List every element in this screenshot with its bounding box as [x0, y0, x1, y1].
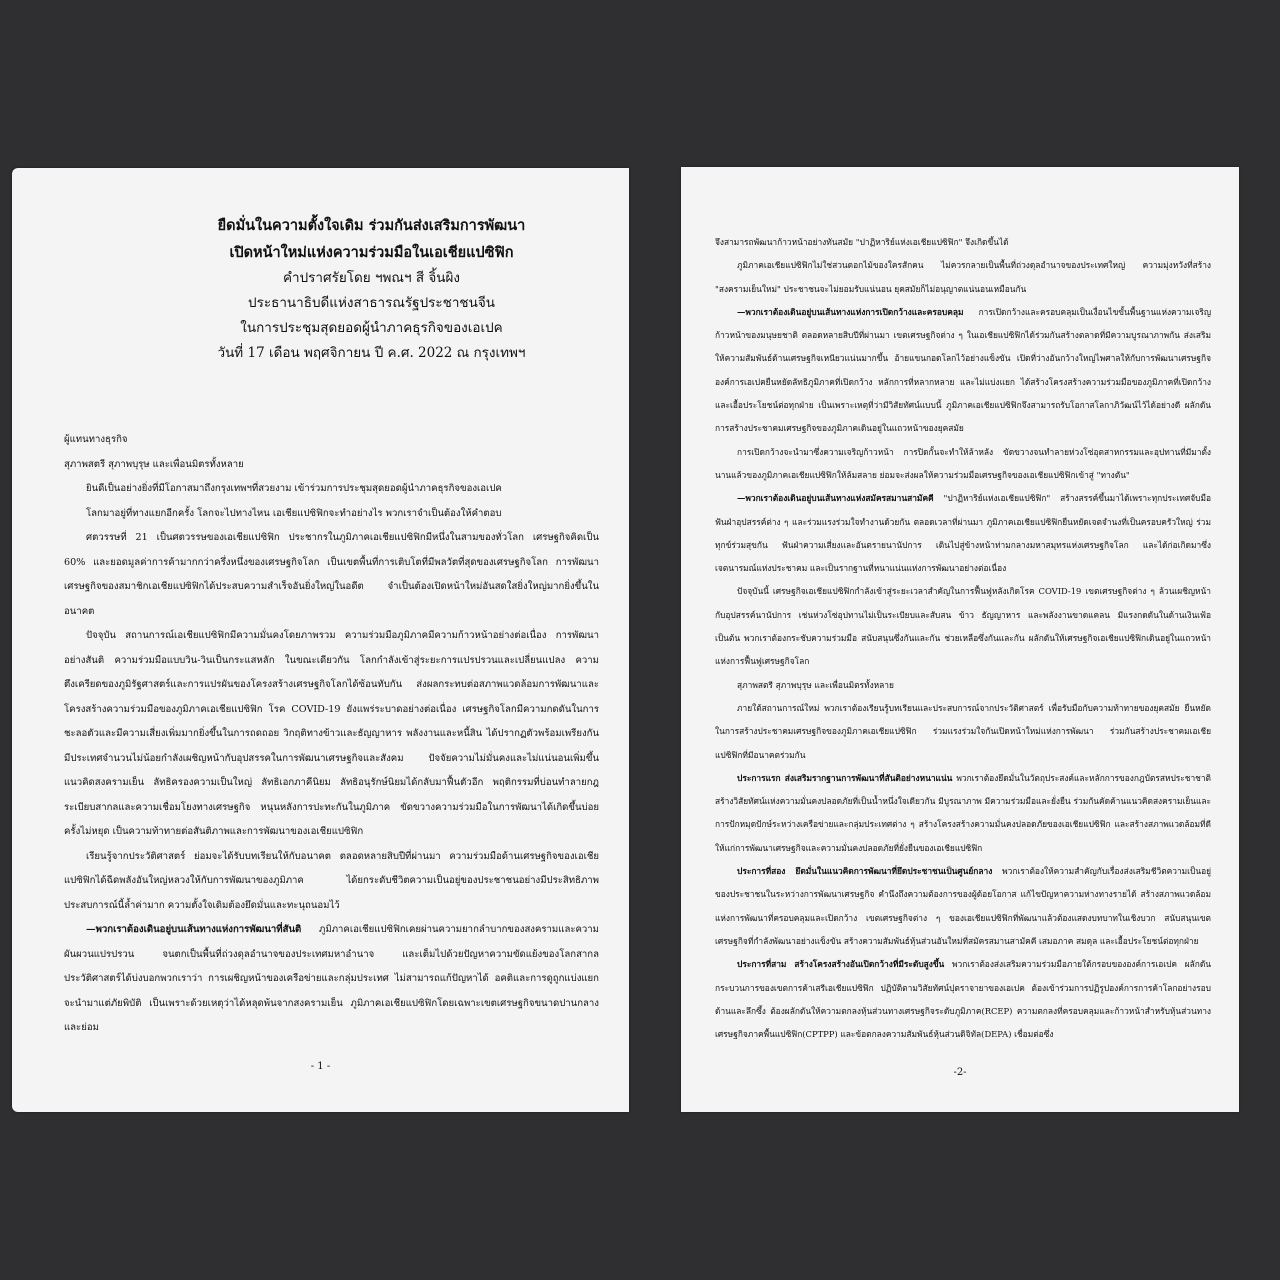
- date-line: วันที่ 17 เดือน พฤศจิกายน ปี ค.ศ. 2022 ณ กรุงเทพฯ: [217, 345, 526, 361]
- paragraph: ศตวรรษที่ 21 เป็นศตวรรษของเอเชียแปซิฟิก ประชากรในภูมิภาคเอเชียแปซิฟิกมีหนึ่งในสามของทั่วโลก เศรษฐกิจคิดเป็น 60% และยอดมูลค่าการค้ามากกว่าครึ่งหนึ่งของเศรษฐกิจโลก เป็นเขตพื้นที่การเติบโตที่มีพลวัตที่สุดของเศรษฐกิจโลก การพัฒนาเศรษฐกิจของสมาชิกเอเชียแปซิฟิกได้ประสบความสำเร็จอันยิ่งใหญ่ในอดีต จำเป็นต้องเปิดหน้าใหม่อันสดใสยิ่งใหญ่มากยิ่งขึ้นในอนาคต: [64, 532, 599, 617]
- paragraph: การเปิดกว้างจะนำมาซึ่งความเจริญก้าวหน้า การปิดกั้นจะทำให้ล้าหลัง ขัดขวางจนทำลายห่วงโซ่อุตสาหกรรมและอุปทานที่มีมาตั้งนานแล้วของภูมิภาคเอเชียแปซิฟิกให้ล้มสลาย ย่อมจะส่งผลให้ความร่วมมือเศรษฐกิจของเอเชียแปซิฟิกเข้าสู่ "ทางตัน": [715, 446, 1211, 480]
- speaker-line: คำปราศรัยโดย ฯพณฯ สี จิ้นผิง: [282, 270, 460, 286]
- salutation: สุภาพสตรี สุภาพบุรุษ และเพื่อนมิตรทั้งหลาย: [737, 679, 894, 690]
- page-number: - 1 -: [310, 1061, 331, 1072]
- paragraph-heading: ประการแรก ส่งเสริมรากฐานการพัฒนาที่สันติอย่างหนาแน่น: [737, 772, 953, 783]
- paragraph-heading: ประการที่สาม สร้างโครงสร้างอันเปิดกว้างที่มีระดับสูงขึ้น: [737, 959, 945, 970]
- paragraph-text: พวกเราต้องส่งเสริมความร่วมมือภายใต้กรอบขององค์การเอเปค ผลักดันกระบวนการของเขตการค้าเสรีเอเชียแปซิฟิก ปฏิบัติตามวิสัยทัศน์ปุตราจายาของเอเปค ต้องเข้าร่วมการปฏิรูปองค์การการค้าโลกอย่างรอบด้านและลึกซึ้ง ต้องผลักดันให้ความตกลงหุ้นส่วนทางเศรษฐกิจระดับภูมิภาค(RCEP) ความตกลงที่ครอบคลุมและก้าวหน้าสำหรับหุ้นส่วนทางเศรษฐกิจภาคพื้นแปซิฟิก(CPTPP) และข้อตกลงความสัมพันธ์หุ้นส่วนดิจิทัล(DEPA) เชื่อมต่อซึ่ง: [715, 959, 1211, 1040]
- paragraph-heading: —พวกเราต้องเดินอยู่บนเส้นทางแห่งการเปิดกว้างและครอบคลุม: [737, 306, 964, 317]
- paragraph-text: การเปิดกว้างและครอบคลุมเป็นเงื่อนไขขั้นพื้นฐานแห่งความเจริญก้าวหน้าของมนุษยชาติ ตลอดหลายสิบปีที่ผ่านมา เขตเศรษฐกิจต่าง ๆ ในเอเชียแปซิฟิกได้ร่วมกันสร้างตลาดที่มีความบูรณาภาพกัน ส่งเสริมให้ความสัมพันธ์ด้านเศรษฐกิจเหนียวแน่นมากขึ้น อ้ายแขนกอดโลกไว้อย่างแข็งขัน เปิดที่ว่างอันกว้างใหญ่ไพศาลให้กับการพัฒนาเศรษฐกิจ องค์การเอเปคยืนหยัดลัทธิภูมิภาคที่เปิดกว้าง หลักการที่หลากหลาย และไม่แบ่งแยก ได้สร้างโครงสร้างความร่วมมือของภูมิภาคที่เปิดกว้างและเอื้อประโยชน์ต่อทุกฝ่าย เป็นเพราะเหตุที่ว่ามีวิสัยทัศน์แบบนี้ ภูมิภาคเอเชียแปซิฟิกจึงสามารถรับโอกาสโลกาภิวัฒน์ไว้ได้อย่างดี ผลักดันการสร้างประชาคมเศรษฐกิจของภูมิภาคเดินอยู่ในแถวหน้าของยุคสมัย: [715, 306, 1211, 434]
- paragraph: ยินดีเป็นอย่างยิ่งที่มีโอกาสมาถึงกรุงเทพฯที่สวยงาม เข้าร่วมการประชุมสุดยอดผู้นำภาคธุรกิจของเอเปค: [86, 483, 502, 494]
- paragraph: ภูมิภาคเอเชียแปซิฟิกไม่ใช่สวนดอกไม้ของใครสักคน ไม่ควรกลายเป็นพื้นที่ถ่วงดุลอำนาจของประเทศใหญ่ ความมุ่งหวังที่สร้าง "สงครามเย็นใหม่" ประชาชนจะไม่ยอมรับแน่นอน ยุคสมัยก็ไม่อนุญาตแน่นอนเหมือนกัน: [715, 260, 1211, 294]
- paragraph: [715, 301, 1211, 441]
- paragraph-heading: —พวกเราต้องเดินอยู่บนเส้นทางแห่งสมัครสมานสามัคคี: [737, 493, 934, 504]
- paragraph: โลกมาอยู่ที่ทางแยกอีกครั้ง โลกจะไปทางไหน เอเชียแปซิฟิกจะทำอย่างไร พวกเราจำเป็นต้องให้คำตอบ: [86, 507, 502, 519]
- paragraph: เรียนรู้จากประวัติศาสตร์ ย่อมจะได้รับบทเรียนให้กับอนาคต ตลอดหลายสิบปีที่ผ่านมา ความร่วมมือด้านเศรษฐกิจของเอเชียแปซิฟิกได้ฉีดพลังอันใหญ่หลวงให้กับการพัฒนาของภูมิภาค ได้ยกระดับชีวิตความเป็นอยู่ของประชาชนอย่างมีประสิทธิภาพ ประสบการณ์นี้ล้ำค่ามาก ความตั้งใจเดิมต้องยึดมั่นและทะนุถนอมไว้: [64, 850, 599, 911]
- salutation-2: สุภาพสตรี สุภาพบุรุษ และเพื่อนมิตรทั้งหลาย: [64, 458, 244, 470]
- paragraph-text: "ปาฏิหาริย์แห่งเอเชียแปซิฟิก" สร้างสรรค์ขึ้นมาได้เพราะทุกประเทศจับมือฟันฝ่าอุปสรรค์ต่าง ๆ และร่วมแรงร่วมใจทำงานด้วยกัน ตลอดเวลาที่ผ่านมา ภูมิภาคเอเชียแปซิฟิกยืนหยัดเจตจำนงที่เป็นครอบครัวใหญ่ ร่วมทุกข์ร่วมสุขกัน ฟันฝ่าความเสี่ยงและอันตรายนานัปการ เดินไปสู่ข้างหน้าท่ามกลางมหาสมุทรแห่งเศรษฐกิจโลก และได้ก่อเกิดมาซึ่งเจตนารมณ์แห่งประชาคม และเป็นรากฐานที่หนาแน่นแห่งการพัฒนาอย่างต่อเนื่อง: [715, 493, 1211, 574]
- document-page-2: [681, 167, 1239, 1112]
- speech-title-line-1: ยืดมั่นในความตั้งใจเดิม ร่วมกันส่งเสริมการพัฒนา: [217, 217, 526, 234]
- paragraph-heading: ประการที่สอง ยึดมั่นในแนวคิดการพัฒนาที่ยึดประชาชนเป็นศูนย์กลาง: [737, 866, 993, 877]
- document-page-1: [12, 168, 629, 1112]
- speech-title-line-2: เปิดหน้าใหม่แห่งความร่วมมือในเอเชียแปซิฟิก: [229, 244, 514, 261]
- paragraph-text: ภูมิภาคเอเชียแปซิฟิกเคยผ่านความยากลำบากของสงครามและความผันผวนแปรปรวน จนตกเป็นพื้นที่ถ่วงดุลอำนาจของประเทศมหาอำนาจ และเต็มไปด้วยปัญหาความขัดแย้งของโลกสากล ประวัติศาสตร์ได้บ่งบอกพวกเราว่า การเผชิญหน้าของเครือข่ายและกลุ่มประเทศ ไม่สามารถแก้ปัญหาได้ อคติและการดูถูกแบ่งแยกจะนำมาแต่ภัยพิบัติ เป็นเพราะด้วยเหตุว่าได้หลุดพ้นจากสงครามเย็น ภูมิภาคเอเชียแปซิฟิกโดยเฉพาะเขตเศรษฐกิจขนาดปานกลางและย่อม: [64, 924, 599, 1033]
- paragraph-text: พวกเราต้องยึดมั่นในวัตถุประสงค์และหลักการของกฎบัตรสหประชาชาติ สร้างวิสัยทัศน์แห่งความมั่นคงปลอดภัยที่เป็นน้ำหนึ่งใจเดียวกัน มีบูรณาภาพ มีความร่วมมือและยั่งยืน ร่วมกันคัดค้านแนวคิดสงครามเย็นและการปักหมุดปักษ์ระหว่างเครือข่ายและกลุ่มประเทศต่าง ๆ สร้างโครงสร้างความมั่นคงปลอดภัยของเอเชียแปซิฟิก และสร้างสภาพแวดล้อมที่ดีให้แก่การพัฒนาเศรษฐกิจและความมั่นคงปลอดภัยที่ยั่งยืนของเอเชียแปซิฟิก: [715, 772, 1211, 853]
- paragraph-text: พวกเราต้องให้ความสำคัญกับเรื่องส่งเสริมชีวิตความเป็นอยู่ของประชาชนในระหว่างการพัฒนาเศรษฐกิจ คำนึงถึงความต้องการของผู้ด้อยโอกาส แก้ไขปัญหาความห่างทางรายได้ สร้างสภาพแวดล้อมแห่งการพัฒนาที่ครอบคลุมและเปิดกว้าง เขตเศรษฐกิจต่าง ๆ ของเอเชียแปซิฟิกที่พัฒนาแล้วต้องแสดงบทบาทในเชิงบวก สนับสนุนเขตเศรษฐกิจที่กำลังพัฒนาอย่างแข็งขัน สร้างความสัมพันธ์หุ้นส่วนอันใหม่ที่สมัครสมานสามัคคี เสมอภาค สมดุล และเอื้อประโยชน์ต่อทุกฝ่าย: [715, 866, 1212, 946]
- paragraph-heading: —พวกเราต้องเดินอยู่บนเส้นทางแห่งการพัฒนาที่สันติ: [86, 924, 302, 935]
- paragraph: จึงสามารถพัฒนาก้าวหน้าอย่างทันสมัย "ปาฏิหาริย์แห่งเอเชียแปซิฟิก" จึงเกิดขึ้นได้: [715, 237, 1009, 247]
- paragraph: ปัจจุบันนี้ เศรษฐกิจเอเชียแปซิฟิกกำลังเข้าสู่ระยะเวลาสำคัญในการฟื้นฟูหลังเกิดโรค COVID-19 เขตเศรษฐกิจต่าง ๆ ล้วนเผชิญหน้ากับอุปสรรค์นานัปการ เช่นห่วงโซ่อุปทานไม่เป็นระเบียบและสับสน ข้าว ธัญญาหาร และพลังงานขาดแคลน มีแรงกดดันในด้านเงินเฟ้อ เป็นต้น พวกเราต้องกระชับความร่วมมือ สนับสนุนซึ่งกันและกัน ช่วยเหลือซึ่งกันและกัน ผลักดันให้เศรษฐกิจเอเชียแปซิฟิกเดินอยู่ในแถวหน้าแห่งการฟื้นฟูเศรษฐกิจโลก: [715, 586, 1211, 667]
- paragraph: [715, 860, 1211, 953]
- paragraph: ภายใต้สถานการณ์ใหม่ พวกเราต้องเรียนรู้บทเรียนและประสบการณ์จากประวัติศาสตร์ เพื่อรับมือกับความท้าทายของยุคสมัย ยืนหยัดในการสร้างประชาคมเศรษฐกิจของภูมิภาคเอเชียแปซิฟิก ร่วมแรงร่วมใจกันเปิดหน้าใหม่แห่งการพัฒนา ร่วมกันสร้างประชาคมเอเชียแปซิฟิกที่มีอนาคตร่วมกัน: [715, 702, 1211, 760]
- salutation-1: ผู้แทนทางธุรกิจ: [64, 434, 128, 445]
- paragraph: ปัจจุบัน สถานการณ์เอเชียแปซิฟิกมีความมั่นคงโดยภาพรวม ความร่วมมือภูมิภาคมีความก้าวหน้าอย่างต่อเนื่อง การพัฒนาอย่างสันติ ความร่วมมือแบบวิน-วินเป็นกระแสหลัก ในขณะเดียวกัน โลกกำลังเข้าสู่ระยะการแปรปรวนและเปลี่ยนแปลง ความตึงเครียดของภูมิรัฐศาสตร์และการแปรผันของโครงสร้างเศรษฐกิจโลกได้ซ้อนทับกัน ส่งผลกระทบต่อสภาพแวดล้อมการพัฒนาและโครงสร้างความร่วมมือของภูมิภาคเอเชียแปซิฟิก โรค COVID-19 ยังแพร่ระบาดอย่างต่อเนื่อง เศรษฐกิจโลกมีความกดดันในการชะลอตัวและมีความเสี่ยงเพิ่มมากยิ่งขึ้นในการถดถอย วิกฤติทางข้าวและธัญญาหาร พลังงานและหนี้สิน ได้ปรากฏตัวพร้อมเพรียงกัน มีประเทศจำนวนไม่น้อยกำลังเผชิญหน้ากับอุปสรรคในการพัฒนาเศรษฐกิจและสังคม ปัจจัยความไม่มั่นคงและไม่แน่นอนเพิ่มขึ้น แนวคิดสงครามเย็น ลัทธิครองความเป็นใหญ่ ลัทธิเอกภาคีนิยม ลัทธิอนุรักษ์นิยมได้กลับมาฟื้นตัวอีก พฤติกรรมที่บ่อนทำลายกฎระเบียบสากลและความเชื่อมโยงทางเศรษฐกิจ หนุนหลังการปะทะกันในภูมิภาค ขัดขวางความร่วมมือในการพัฒนาได้เกิดขึ้นบ่อยครั้งไม่หยุด เป็นความท้าทายต่อสันติภาพและการพัฒนาของเอเชียแปซิฟิก: [64, 630, 599, 837]
- paragraph: [715, 953, 1211, 1046]
- paragraph: [715, 767, 1211, 860]
- event-line: ในการประชุมสุดยอดผู้นำภาคธุรกิจของเอเปค: [240, 320, 503, 336]
- page-number: -2-: [953, 1067, 967, 1078]
- paragraph: [715, 487, 1211, 580]
- speaker-title-line: ประธานาธิบดีแห่งสาธารณรัฐประชาชนจีน: [248, 295, 495, 311]
- paragraph: [64, 918, 599, 1041]
